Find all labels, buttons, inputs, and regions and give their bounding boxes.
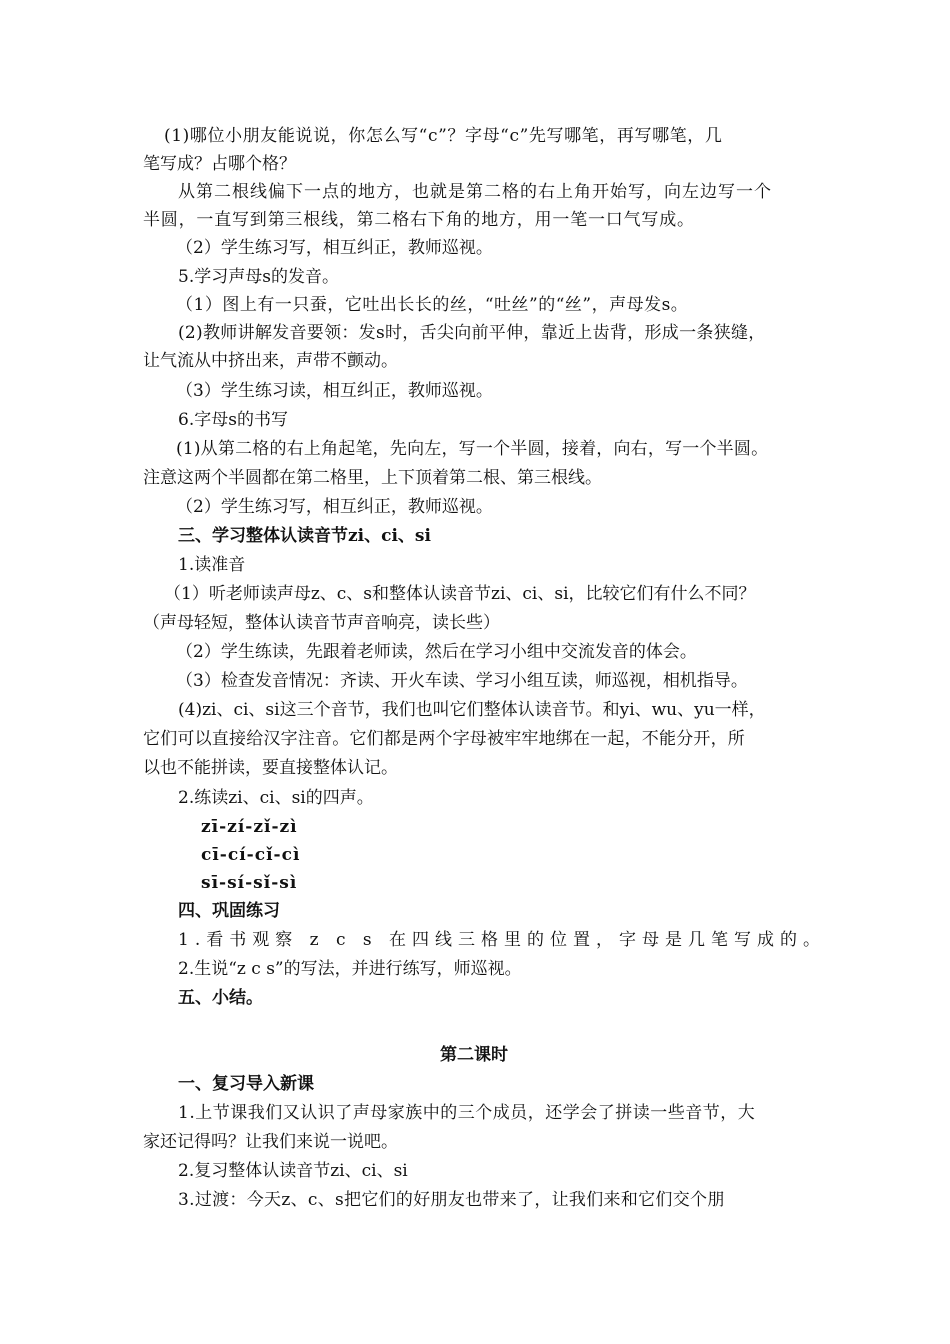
paragraph-line: (2)教师讲解发音要领：发s时，舌尖向前平伸，靠近上齿背，形成一条狭缝， (178, 323, 766, 343)
paragraph-line: 1.看书观察 z c s 在四线三格里的位置，字母是几笔写成的。 (178, 930, 827, 950)
paragraph-line: 5.学习声母s的发音。 (178, 267, 339, 287)
paragraph-line: (4)zi、ci、si这三个音节，我们也叫它们整体认读音节。和yi、wu、yu一样， (178, 700, 766, 720)
paragraph-line: 让气流从中挤出来，声带不颤动。 (143, 351, 398, 371)
paragraph-line: 2.练读zi、ci、si的四声。 (178, 788, 374, 808)
paragraph-line: 3.过渡：今天z、c、s把它们的好朋友也带来了，让我们来和它们交个朋 (178, 1190, 725, 1210)
paragraph-line: 2.复习整体认读音节zi、ci、si (178, 1161, 408, 1181)
pinyin-tones-si: sī-sí-sǐ-sì (201, 873, 298, 893)
paragraph-line: （2）学生练习写，相互纠正，教师巡视。 (176, 238, 493, 258)
paragraph-line: 以也不能拼读，要直接整体认记。 (143, 758, 398, 778)
paragraph-line: 笔写成？占哪个格？ (143, 154, 296, 174)
section-heading: 三、学习整体认读音节zi、ci、si (178, 526, 431, 546)
paragraph-line: (1)从第二格的右上角起笔，先向左，写一个半圆，接着，向右，写一个半圆。 (176, 439, 769, 459)
paragraph-line: 6.字母s的书写 (178, 410, 288, 430)
section-heading: 一、复习导入新课 (178, 1074, 314, 1094)
paragraph-line: （3）学生练习读，相互纠正，教师巡视。 (176, 381, 493, 401)
paragraph-line: 家还记得吗？让我们来说一说吧。 (143, 1132, 398, 1152)
paragraph-line: （3）检查发音情况：齐读、开火车读、学习小组互读，师巡视，相机指导。 (176, 671, 748, 691)
paragraph-line: 注意这两个半圆都在第二格里，上下顶着第二根、第三根线。 (143, 468, 602, 488)
paragraph-line: 它们可以直接给汉字注音。它们都是两个字母被牢牢地绑在一起，不能分开，所 (143, 729, 745, 749)
paragraph-line: 1.读准音 (178, 555, 246, 575)
paragraph-line: 半圆，一直写到第三根线，第二格右下角的地方，用一笔一口气写成。 (143, 210, 695, 230)
section-heading: 五、小结。 (178, 988, 263, 1008)
paragraph-line: (1)哪位小朋友能说说，你怎么写“c”？字母“c”先写哪笔，再写哪笔，几 (164, 126, 723, 146)
paragraph-line: （1）听老师读声母z、c、s和整体认读音节zi、ci、si，比较它们有什么不同？ (164, 584, 756, 604)
paragraph-line: （1）图上有一只蚕，它吐出长长的丝，“吐丝”的“丝”，声母发s。 (176, 295, 689, 315)
pinyin-tones-zi: zī-zí-zǐ-zì (201, 817, 298, 837)
paragraph-line: （2）学生练习写，相互纠正，教师巡视。 (176, 497, 493, 517)
section-heading: 四、巩固练习 (178, 901, 280, 921)
pinyin-tones-ci: cī-cí-cǐ-cì (201, 845, 301, 865)
paragraph-line: 1.上节课我们又认识了声母家族中的三个成员，还学会了拼读一些音节，大 (178, 1103, 756, 1123)
paragraph-line: 2.生说“z c s”的写法，并进行练写，师巡视。 (178, 959, 522, 979)
paragraph-line: （2）学生练读，先跟着老师读，然后在学习小组中交流发音的体会。 (176, 642, 697, 662)
paragraph-line: （声母轻短，整体认读音节声音响亮，读长些） (143, 613, 500, 633)
paragraph-line: 从第二根线偏下一点的地方，也就是第二格的右上角开始写，向左边写一个 (178, 182, 772, 202)
lesson-title: 第二课时 (440, 1045, 508, 1065)
